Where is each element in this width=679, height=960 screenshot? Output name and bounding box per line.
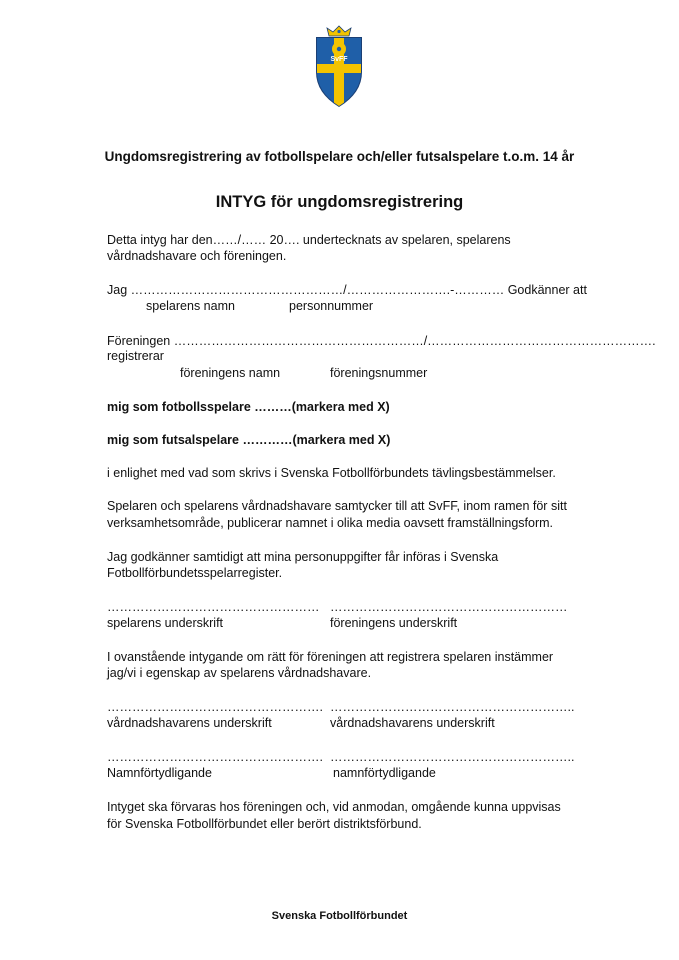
svg-text:SvFF: SvFF: [330, 56, 348, 63]
crown-icon: [327, 26, 351, 36]
club-signature-label: föreningens underskrift: [330, 616, 458, 630]
svff-logo: [312, 24, 366, 108]
forening-line: Föreningen ……………………………………………………/……………………………………………….: [107, 334, 656, 348]
document-subtitle: INTYG för ungdomsregistrering: [215, 193, 464, 211]
footer-organization: Svenska Fotbollförbundet: [271, 910, 408, 922]
name-clarification-label-2: namnförtydligande: [333, 766, 436, 780]
registers-text: registrerar: [107, 349, 164, 363]
name-clarification-line-2: …………………………………………………..: [330, 750, 575, 764]
intro-line-2: vårdnadshavare och föreningen.: [107, 249, 287, 263]
mark-futsal-player: mig som futsalspelare …………(markera med X): [107, 433, 391, 447]
player-name-label: spelarens namn: [146, 299, 235, 313]
storage-line-1: Intyget ska förvaras hos föreningen och, vid anmodan, omgående kunna uppvisas: [107, 800, 561, 814]
player-signature-label: spelarens underskrift: [107, 616, 224, 630]
guardian-signature-label-2: vårdnadshavarens underskrift: [330, 716, 495, 730]
intro-line-1: Detta intyg har den……/…… 20…. undertecknats av spelaren, spelarens: [107, 233, 511, 247]
guardian-text-line-1: I ovanstående intygande om rätt för föreningen att registrera spelaren instämmer: [107, 650, 554, 664]
consent-line-1: Spelaren och spelarens vårdnadshavare samtycker till att SvFF, inom ramen för sitt: [107, 499, 567, 513]
player-signature-line: ……………………………………………: [107, 600, 320, 614]
approval-line-1: Jag godkänner samtidigt att mina personuppgifter får införas i Svenska: [107, 550, 499, 564]
club-signature-line: …………………………………………………: [330, 600, 568, 614]
guardian-signature-line-1: …………………………………………….: [107, 700, 323, 714]
personal-number-label: personnummer: [289, 299, 374, 313]
mark-football-player: mig som fotbollsspelare ………(markera med X): [107, 400, 390, 414]
name-clarification-label-1: Namnförtydligande: [107, 766, 212, 780]
guardian-signature-label-1: vårdnadshavarens underskrift: [107, 716, 272, 730]
document-title: Ungdomsregistrering av fotbollspelare och/eller futsalspelare t.o.m. 14 år: [104, 149, 575, 164]
consent-line-2: verksamhetsområde, publicerar namnet i olika media oavsett framställningsform.: [107, 516, 554, 530]
jag-line: Jag ……………………………………………/…………………….-………… Godkänner att: [107, 283, 587, 297]
guardian-signature-line-2: …………………………………………………..: [330, 700, 575, 714]
accordance-text: i enlighet med vad som skrivs i Svenska Fotbollförbundets tävlingsbestämmelser.: [107, 466, 556, 480]
storage-line-2: för Svenska Fotbollförbundet eller berört distriktsförbund.: [107, 817, 422, 831]
club-name-label: föreningens namn: [180, 366, 281, 380]
approval-line-2: Fotbollförbundetsspelarregister.: [107, 566, 283, 580]
guardian-text-line-2: jag/vi i egenskap av spelarens vårdnadshavare.: [107, 666, 372, 680]
club-number-label: föreningsnummer: [330, 366, 428, 380]
name-clarification-line-1: …………………………………………….: [107, 750, 323, 764]
